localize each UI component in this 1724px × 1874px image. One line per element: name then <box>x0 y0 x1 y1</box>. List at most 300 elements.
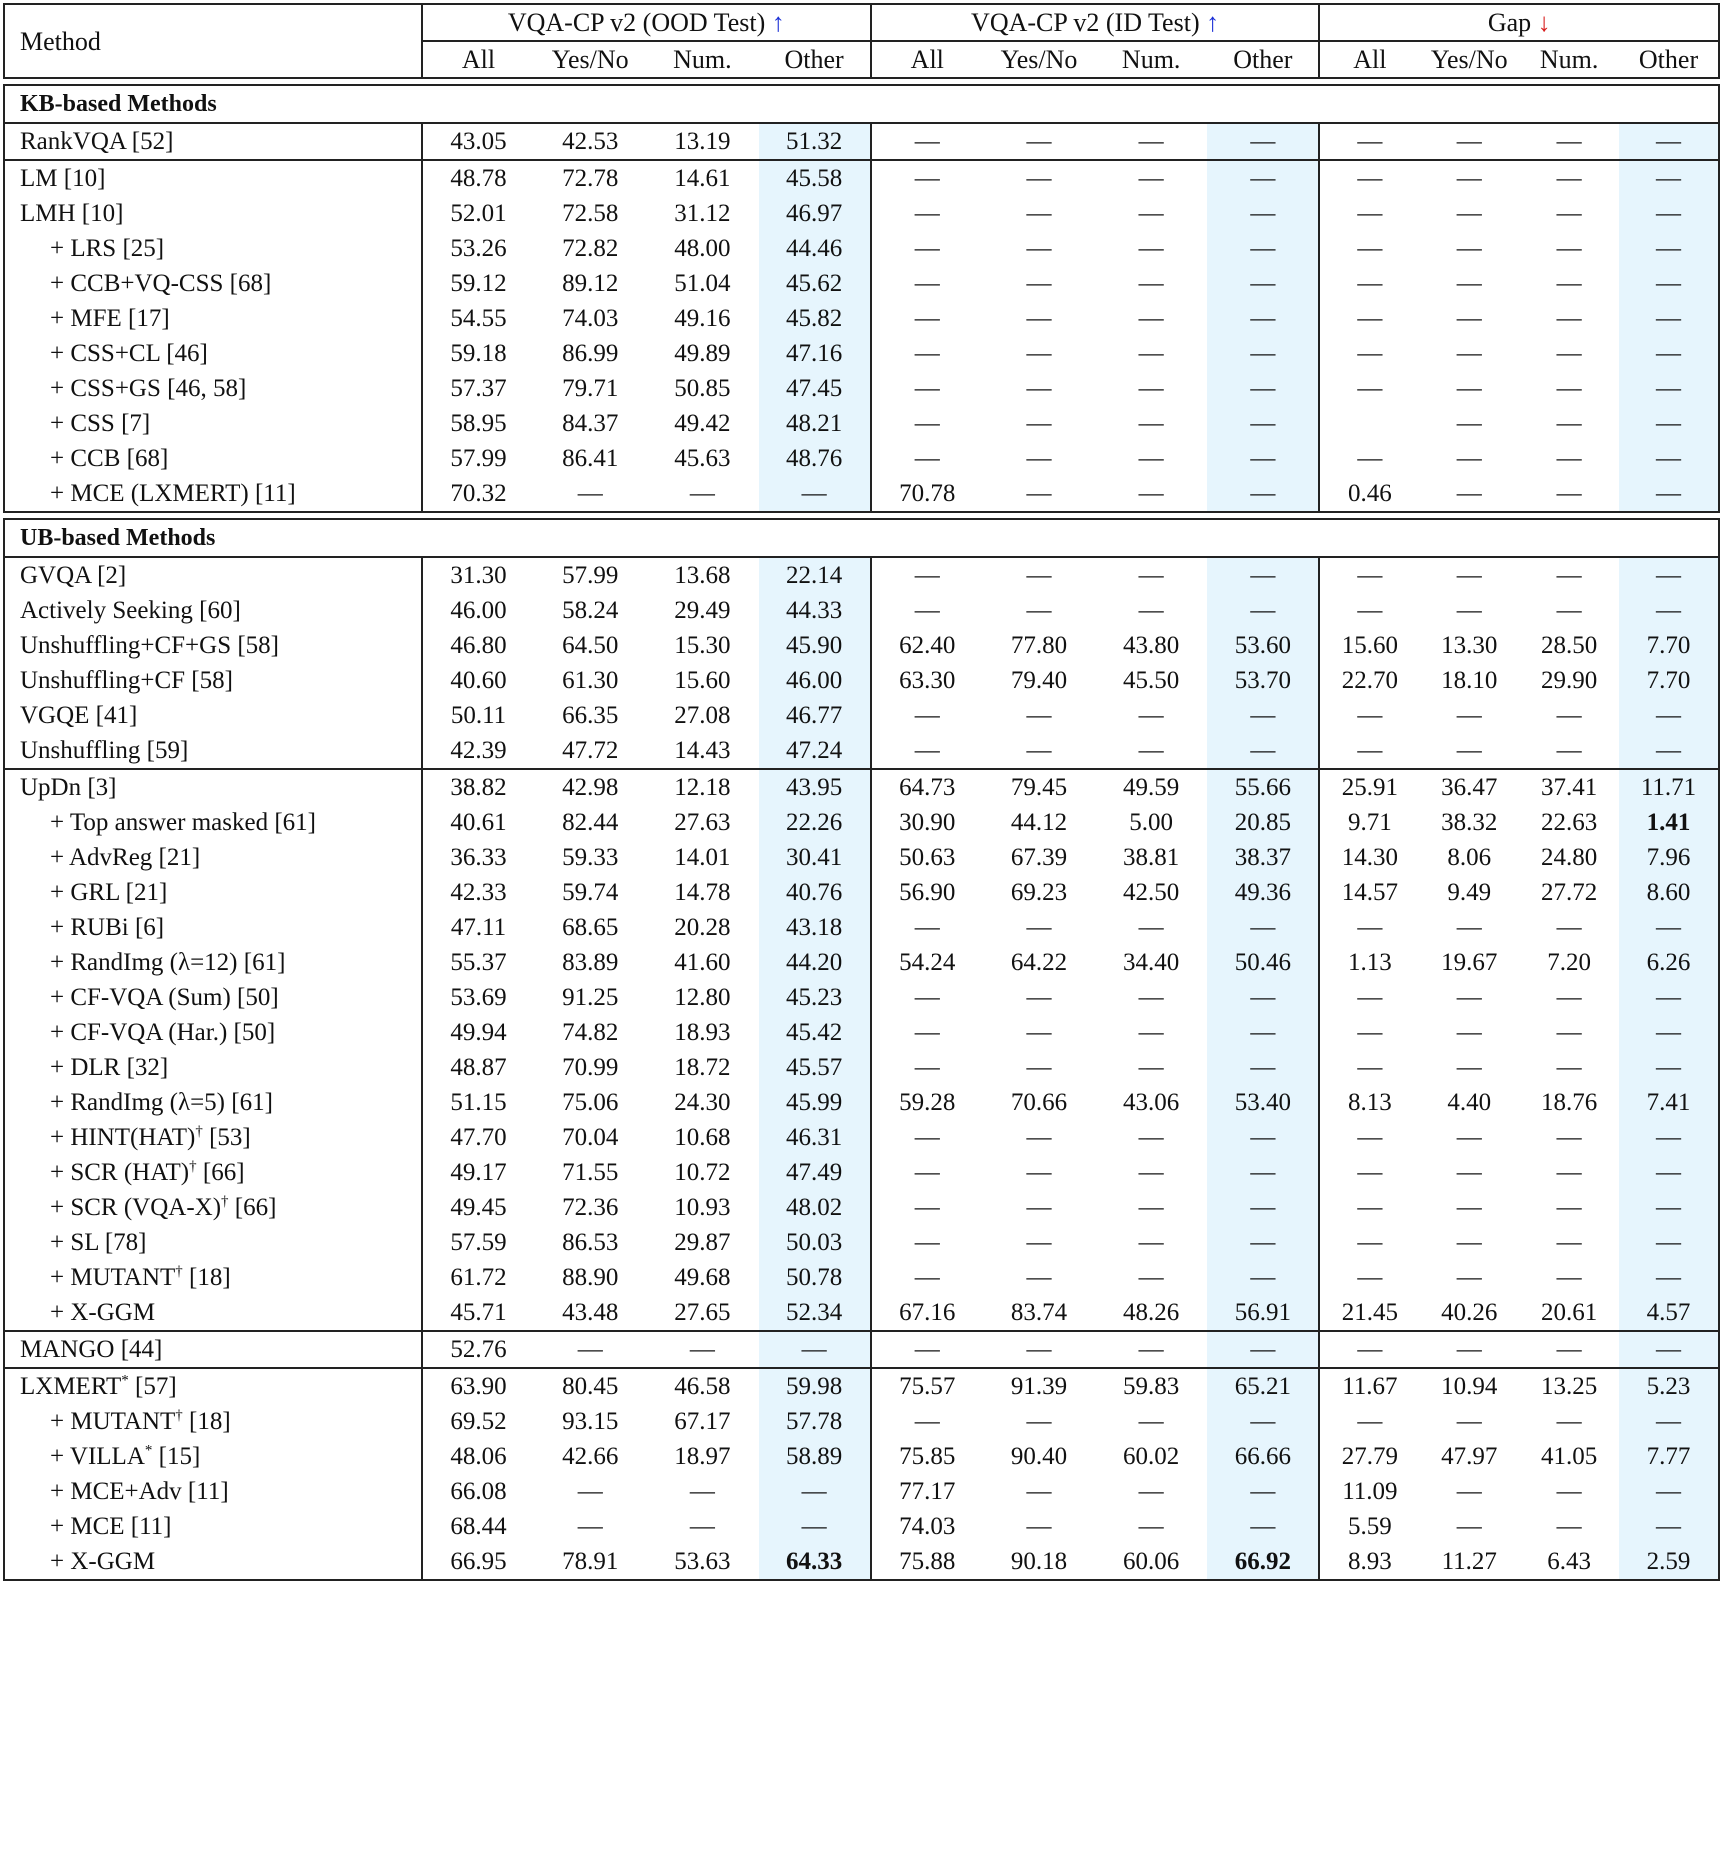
cell-gap-other: — <box>1619 1260 1719 1295</box>
cell-gap-num: 24.80 <box>1540 844 1598 871</box>
cell-id-yesno: 90.18 <box>983 1544 1095 1580</box>
method-name: + LRS [25] <box>50 235 165 262</box>
method-name-cell <box>4 1155 422 1190</box>
cell-id-yesno: — <box>1026 1124 1052 1151</box>
cell-gap-other: 4.57 <box>1619 1295 1719 1331</box>
cell-ood-yesno: 72.78 <box>534 160 646 196</box>
cell-ood-other: 44.20 <box>759 945 871 980</box>
cell-id-yesno: — <box>1026 200 1052 227</box>
cell-ood-other: 44.33 <box>759 593 871 628</box>
cell-gap-num: — <box>1519 476 1619 512</box>
cell-ood-all: 57.99 <box>450 445 507 472</box>
cell-ood-other: 46.00 <box>759 663 871 698</box>
cell-id-yesno: 79.45 <box>983 769 1095 805</box>
cell-id-yesno: — <box>1026 914 1052 941</box>
cell-gap-yesno: 13.30 <box>1441 632 1498 659</box>
cell-id-num: — <box>1138 1159 1164 1186</box>
cell-ood-yesno: — <box>534 476 646 512</box>
cell-gap-other: — <box>1619 1015 1719 1050</box>
cell-gap-all: — <box>1357 597 1383 624</box>
cell-gap-num: 20.61 <box>1519 1295 1619 1331</box>
method-name: + DLR [32] <box>50 1054 169 1081</box>
cell-gap-other: — <box>1619 441 1719 476</box>
cell-gap-num: — <box>1556 1513 1582 1540</box>
cell-id-all: — <box>914 1229 940 1256</box>
cell-id-all: — <box>914 1264 940 1291</box>
table-row <box>4 1331 1719 1368</box>
method-name-cell <box>4 875 422 910</box>
cell-ood-all: 46.00 <box>450 597 507 624</box>
cell-ood-other: 22.26 <box>759 805 871 840</box>
method-name-cell <box>4 557 422 593</box>
cell-id-num: 60.02 <box>1123 1443 1180 1470</box>
cell-ood-all: 57.59 <box>450 1229 507 1256</box>
cell-gap-yesno: — <box>1456 1054 1482 1081</box>
method-name-cell <box>4 160 422 196</box>
cell-gap-other: — <box>1619 1404 1719 1439</box>
cell-gap-other: 6.26 <box>1619 945 1719 980</box>
cell-id-other: — <box>1207 441 1319 476</box>
cell-gap-other: 11.71 <box>1619 769 1719 805</box>
cell-ood-num: 53.63 <box>646 1544 758 1580</box>
method-name: LXMERT <box>20 1373 122 1400</box>
method-name: + Top answer masked [61] <box>50 809 316 836</box>
cell-id-yesno: — <box>983 476 1095 512</box>
table-row <box>4 840 1719 875</box>
method-name: + VILLA <box>50 1443 145 1470</box>
section-header-row <box>4 85 1719 123</box>
cell-gap-all: — <box>1357 1054 1383 1081</box>
cell-gap-all: — <box>1357 340 1383 367</box>
cell-id-num: — <box>1138 597 1164 624</box>
cell-id-other: 53.60 <box>1207 628 1319 663</box>
cell-id-other: 65.21 <box>1207 1368 1319 1404</box>
method-name: + MCE+Adv [11] <box>50 1478 229 1505</box>
cell-id-other: — <box>1207 1225 1319 1260</box>
cell-ood-other: 46.77 <box>759 698 871 733</box>
section-separator <box>4 512 1719 519</box>
cell-gap-yesno: 38.32 <box>1441 809 1498 836</box>
cell-id-yesno: — <box>1026 305 1052 332</box>
cell-gap-num: — <box>1556 914 1582 941</box>
cell-ood-all: 48.87 <box>450 1054 507 1081</box>
cell-gap-yesno: — <box>1456 445 1482 472</box>
cell-gap-yesno: 9.49 <box>1447 879 1492 906</box>
table-row <box>4 698 1719 733</box>
method-name-cell <box>4 628 422 663</box>
cell-gap-other: — <box>1619 1120 1719 1155</box>
cell-ood-num: — <box>689 1478 715 1505</box>
cell-id-other: 53.70 <box>1207 663 1319 698</box>
method-name-cell <box>4 266 422 301</box>
cell-ood-yesno: — <box>577 1478 603 1505</box>
table-row <box>4 160 1719 196</box>
cell-ood-yesno: 59.33 <box>562 844 619 871</box>
cell-ood-other: 22.14 <box>759 557 871 593</box>
cell-id-all: — <box>871 160 983 196</box>
cell-gap-yesno: 18.10 <box>1441 667 1498 694</box>
cell-id-other: — <box>1207 1404 1319 1439</box>
method-name: + CCB+VQ-CSS [68] <box>50 270 272 297</box>
table-row <box>4 593 1719 628</box>
cell-gap-yesno: 19.67 <box>1441 949 1498 976</box>
method-name: Unshuffling+CF [58] <box>20 667 233 694</box>
method-name-cell <box>4 1260 422 1295</box>
table-row <box>4 406 1719 441</box>
cell-gap-other: 8.60 <box>1619 875 1719 910</box>
method-name-cell <box>4 441 422 476</box>
cell-ood-other: — <box>759 476 871 512</box>
cell-ood-yesno: 74.82 <box>562 1019 619 1046</box>
cell-gap-all: 22.70 <box>1341 667 1398 694</box>
cell-id-other: — <box>1207 336 1319 371</box>
cell-ood-other: 64.33 <box>759 1544 871 1580</box>
cell-gap-yesno: — <box>1419 733 1519 769</box>
cell-gap-all: — <box>1357 1194 1383 1221</box>
cell-id-yesno: 44.12 <box>1010 809 1068 836</box>
cell-gap-yesno: — <box>1456 1229 1482 1256</box>
cell-gap-other: — <box>1619 266 1719 301</box>
cell-ood-all: 70.32 <box>422 476 534 512</box>
cell-id-all: — <box>914 1019 940 1046</box>
cell-ood-yesno: 78.91 <box>534 1544 646 1580</box>
cell-ood-num: 20.28 <box>674 914 731 941</box>
cell-gap-all: — <box>1357 445 1383 472</box>
cell-id-other: — <box>1207 1474 1319 1509</box>
cell-gap-num: 18.76 <box>1540 1089 1598 1116</box>
cell-gap-other: — <box>1619 1155 1719 1190</box>
cell-id-num: — <box>1095 1331 1207 1368</box>
method-name: + MCE (LXMERT) [11] <box>50 480 296 507</box>
cell-id-yesno: — <box>1026 445 1052 472</box>
method-name-cell <box>4 698 422 733</box>
cell-gap-yesno: — <box>1456 1264 1482 1291</box>
cell-id-yesno: 77.80 <box>1010 632 1068 659</box>
cell-ood-all: 42.39 <box>422 733 534 769</box>
cell-id-other: 20.85 <box>1207 805 1319 840</box>
cell-gap-all: — <box>1357 1124 1383 1151</box>
method-footnote-mark: † <box>175 1407 183 1424</box>
cell-gap-num: — <box>1556 1019 1582 1046</box>
cell-ood-other: 46.97 <box>759 196 871 231</box>
cell-gap-all: — <box>1319 733 1419 769</box>
cell-id-yesno: — <box>983 557 1095 593</box>
cell-ood-all: 69.52 <box>450 1408 507 1435</box>
table-row <box>4 123 1719 160</box>
cell-id-yesno: — <box>983 733 1095 769</box>
cell-id-all: — <box>871 557 983 593</box>
cell-id-all: 67.16 <box>871 1295 983 1331</box>
group-header-gap <box>1319 4 1719 41</box>
cell-id-all: 63.30 <box>899 667 956 694</box>
method-name-cell <box>4 769 422 805</box>
cell-id-all: 74.03 <box>899 1513 956 1540</box>
cell-gap-num: 22.63 <box>1540 809 1598 836</box>
cell-gap-yesno: — <box>1456 1478 1482 1505</box>
cell-ood-yesno: 86.53 <box>562 1229 619 1256</box>
cell-id-all: — <box>914 984 940 1011</box>
method-name: + SL [78] <box>50 1229 147 1256</box>
cell-ood-num: 29.87 <box>674 1229 731 1256</box>
cell-ood-other: — <box>759 1474 871 1509</box>
method-name: + AdvReg [21] <box>50 844 201 871</box>
cell-gap-all: — <box>1319 160 1419 196</box>
cell-ood-other: 44.46 <box>759 231 871 266</box>
cell-id-other: — <box>1207 698 1319 733</box>
cell-id-yesno: 64.22 <box>1010 949 1068 976</box>
cell-id-num: — <box>1095 557 1207 593</box>
cell-gap-yesno: — <box>1419 123 1519 160</box>
cell-gap-num: — <box>1556 305 1582 332</box>
cell-ood-num: 67.17 <box>674 1408 731 1435</box>
cell-ood-other: 52.34 <box>759 1295 871 1331</box>
cell-ood-yesno: — <box>577 1513 603 1540</box>
cell-gap-all: 27.79 <box>1341 1443 1398 1470</box>
cell-id-all: — <box>914 200 940 227</box>
cell-id-other: 66.92 <box>1207 1544 1319 1580</box>
method-name-cell <box>4 1085 422 1120</box>
method-name: Actively Seeking [60] <box>20 597 241 624</box>
group-header-label: VQA-CP v2 (ID Test) <box>971 8 1200 37</box>
cell-gap-all: — <box>1357 305 1383 332</box>
cell-ood-all: 59.18 <box>450 340 507 367</box>
cell-id-num: — <box>1138 1194 1164 1221</box>
cell-id-num: 38.81 <box>1123 844 1180 871</box>
cell-gap-yesno: — <box>1456 1159 1482 1186</box>
cell-ood-all: 55.37 <box>450 949 507 976</box>
method-name: Unshuffling+CF+GS [58] <box>20 632 280 659</box>
cell-id-yesno: — <box>983 123 1095 160</box>
cell-id-other: 49.36 <box>1207 875 1319 910</box>
cell-id-all: 54.24 <box>899 949 956 976</box>
cell-gap-all: — <box>1357 375 1383 402</box>
cell-id-yesno: 67.39 <box>1010 844 1068 871</box>
cell-gap-other: — <box>1619 593 1719 628</box>
cell-ood-all: 53.26 <box>450 235 507 262</box>
cell-ood-yesno: 91.25 <box>562 984 619 1011</box>
cell-gap-all: 8.93 <box>1319 1544 1419 1580</box>
method-reference: [57] <box>135 1373 177 1400</box>
cell-ood-yesno: 70.99 <box>562 1054 619 1081</box>
method-reference: [18] <box>189 1264 231 1291</box>
cell-gap-other: — <box>1619 160 1719 196</box>
cell-id-num: — <box>1095 160 1207 196</box>
cell-ood-num: 24.30 <box>674 1089 731 1116</box>
cell-id-other: 66.66 <box>1207 1439 1319 1474</box>
cell-ood-other: 30.41 <box>759 840 871 875</box>
cell-id-num: — <box>1138 1124 1164 1151</box>
cell-ood-yesno: — <box>534 1331 646 1368</box>
cell-ood-all: 59.12 <box>450 270 507 297</box>
cell-id-all: — <box>914 914 940 941</box>
table-row <box>4 1015 1719 1050</box>
cell-ood-num: 15.60 <box>674 667 731 694</box>
method-name: + MFE [17] <box>50 305 170 332</box>
cell-gap-all: — <box>1357 1019 1383 1046</box>
cell-gap-yesno: — <box>1456 1124 1482 1151</box>
table-row <box>4 875 1719 910</box>
cell-id-num: 34.40 <box>1123 949 1180 976</box>
cell-id-num: — <box>1138 340 1164 367</box>
cell-id-all: — <box>871 1331 983 1368</box>
cell-id-num: — <box>1138 702 1164 729</box>
cell-gap-all: 8.13 <box>1348 1089 1392 1116</box>
cell-ood-yesno: 58.24 <box>562 597 619 624</box>
cell-ood-num: 27.63 <box>674 809 731 836</box>
cell-ood-all: 48.06 <box>450 1443 507 1470</box>
cell-ood-yesno: 70.04 <box>562 1124 619 1151</box>
cell-ood-yesno: 42.98 <box>534 769 646 805</box>
table-row <box>4 301 1719 336</box>
cell-ood-num: 14.01 <box>674 844 731 871</box>
method-name: + RUBi [6] <box>50 914 165 941</box>
cell-ood-num: 49.42 <box>674 410 731 437</box>
cell-ood-num: 48.00 <box>674 235 731 262</box>
cell-gap-num: — <box>1556 1124 1582 1151</box>
cell-id-other: — <box>1207 1120 1319 1155</box>
table-row <box>4 441 1719 476</box>
cell-id-num: 48.26 <box>1095 1295 1207 1331</box>
arrow-down-icon: ↓ <box>1537 8 1551 37</box>
arrow-up-icon: ↑ <box>771 8 785 37</box>
table-row <box>4 1155 1719 1190</box>
cell-gap-yesno: — <box>1419 1331 1519 1368</box>
method-footnote-mark: † <box>175 1263 183 1280</box>
method-name-cell <box>4 593 422 628</box>
cell-gap-other: — <box>1619 1190 1719 1225</box>
results-table-container <box>3 3 1720 1581</box>
cell-ood-all: 68.44 <box>450 1513 507 1540</box>
method-name-cell <box>4 733 422 769</box>
cell-ood-num: 46.58 <box>646 1368 758 1404</box>
table-row <box>4 1260 1719 1295</box>
cell-ood-all: 40.61 <box>450 809 507 836</box>
method-name: + GRL [21] <box>50 879 168 906</box>
cell-id-other: — <box>1207 196 1319 231</box>
method-name: LMH [10] <box>20 200 124 227</box>
cell-ood-other: 47.24 <box>759 733 871 769</box>
table-row <box>4 1474 1719 1509</box>
cell-ood-other: 57.78 <box>759 1404 871 1439</box>
cell-id-yesno: — <box>1026 235 1052 262</box>
cell-id-other: — <box>1207 1260 1319 1295</box>
cell-id-all: — <box>914 1194 940 1221</box>
cell-id-other: — <box>1207 160 1319 196</box>
cell-id-num: — <box>1138 1264 1164 1291</box>
cell-id-yesno: — <box>1026 1054 1052 1081</box>
method-column-header: Method <box>4 4 422 78</box>
cell-gap-other: — <box>1619 1474 1719 1509</box>
cell-ood-all: 42.33 <box>450 879 507 906</box>
cell-ood-yesno: 68.65 <box>562 914 619 941</box>
cell-id-yesno: 90.40 <box>1010 1443 1068 1470</box>
method-name-cell <box>4 1404 422 1439</box>
cell-ood-all: 50.11 <box>450 702 507 729</box>
cell-gap-num: — <box>1556 1408 1582 1435</box>
cell-id-yesno: — <box>1026 597 1052 624</box>
cell-gap-num: 41.05 <box>1540 1443 1598 1470</box>
method-name: Unshuffling [59] <box>20 737 189 764</box>
cell-id-yesno: — <box>1026 270 1052 297</box>
cell-ood-num: 10.72 <box>674 1159 731 1186</box>
cell-gap-other: 7.41 <box>1619 1085 1719 1120</box>
cell-gap-other: 7.96 <box>1619 840 1719 875</box>
cell-id-num: — <box>1138 1478 1164 1505</box>
subheader-id-other: Other <box>1207 41 1319 78</box>
method-name-cell <box>4 840 422 875</box>
method-footnote-mark: * <box>121 1372 129 1389</box>
method-name: GVQA [2] <box>20 562 127 589</box>
cell-gap-other: — <box>1619 406 1719 441</box>
subheader-gap-yesno: Yes/No <box>1419 41 1519 78</box>
cell-id-all: — <box>914 445 940 472</box>
cell-ood-other: 47.16 <box>759 336 871 371</box>
cell-gap-other: — <box>1619 123 1719 160</box>
cell-id-all: — <box>871 123 983 160</box>
cell-id-other: — <box>1207 910 1319 945</box>
cell-id-all: 56.90 <box>899 879 956 906</box>
cell-gap-yesno: 36.47 <box>1419 769 1519 805</box>
cell-gap-other: — <box>1619 980 1719 1015</box>
cell-ood-all: 38.82 <box>422 769 534 805</box>
cell-id-num: 60.06 <box>1095 1544 1207 1580</box>
cell-gap-other: 2.59 <box>1619 1544 1719 1580</box>
method-name-cell <box>4 1439 422 1474</box>
cell-ood-other: 47.45 <box>759 371 871 406</box>
method-name: + RandImg (λ=12) [61] <box>50 949 286 976</box>
cell-gap-num: — <box>1556 1478 1582 1505</box>
subheader-id-all: All <box>871 41 983 78</box>
cell-id-all: — <box>914 270 940 297</box>
cell-id-yesno: 79.40 <box>1010 667 1068 694</box>
cell-id-num: — <box>1138 410 1164 437</box>
group-header-ood <box>422 4 871 41</box>
cell-ood-other: 45.82 <box>759 301 871 336</box>
cell-gap-yesno: — <box>1456 235 1482 262</box>
cell-ood-num: 10.68 <box>674 1124 731 1151</box>
subheader-gap-all: All <box>1319 41 1419 78</box>
cell-ood-all: 61.72 <box>450 1264 507 1291</box>
cell-ood-other: 50.78 <box>759 1260 871 1295</box>
cell-ood-all: 36.33 <box>450 844 507 871</box>
cell-ood-num: 29.49 <box>674 597 731 624</box>
cell-ood-yesno: 64.50 <box>562 632 619 659</box>
method-name-cell <box>4 1015 422 1050</box>
cell-id-yesno: 91.39 <box>983 1368 1095 1404</box>
cell-ood-num: 49.68 <box>674 1264 731 1291</box>
cell-ood-num: 14.61 <box>646 160 758 196</box>
method-name: + CF-VQA (Har.) [50] <box>50 1019 276 1046</box>
cell-gap-num: — <box>1556 984 1582 1011</box>
table-header <box>4 4 1719 78</box>
cell-gap-yesno: — <box>1456 702 1482 729</box>
cell-ood-yesno: 71.55 <box>562 1159 619 1186</box>
cell-id-all: — <box>914 410 940 437</box>
table-row <box>4 371 1719 406</box>
method-name-cell <box>4 910 422 945</box>
cell-ood-num: 27.08 <box>674 702 731 729</box>
cell-gap-num: — <box>1556 1054 1582 1081</box>
method-name: + CSS+GS [46, 58] <box>50 375 247 402</box>
cell-id-other: 55.66 <box>1207 769 1319 805</box>
table-row <box>4 1439 1719 1474</box>
cell-gap-other: 7.70 <box>1619 628 1719 663</box>
cell-id-num: — <box>1138 200 1164 227</box>
cell-gap-num: — <box>1556 1194 1582 1221</box>
cell-gap-num: — <box>1556 375 1582 402</box>
cell-gap-num: — <box>1519 1331 1619 1368</box>
cell-gap-yesno: — <box>1456 270 1482 297</box>
